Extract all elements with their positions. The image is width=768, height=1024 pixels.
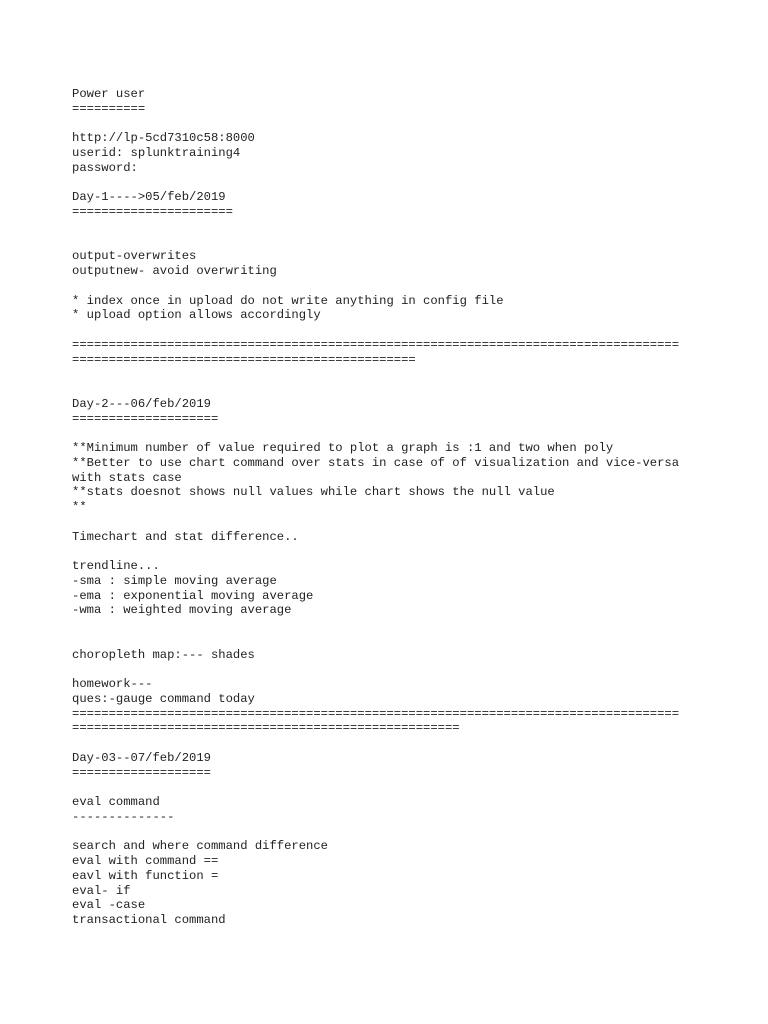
note-line: -sma : simple moving average (72, 573, 277, 588)
note-line: eavl with function = (72, 868, 219, 883)
note-line: search and where command difference (72, 839, 328, 854)
section-divider: =============================================== (72, 352, 416, 367)
note-line: eval- if (72, 883, 131, 898)
document-body (72, 87, 712, 928)
blank-line (72, 662, 712, 677)
server-url: http://lp-5cd7310c58:8000 (72, 131, 255, 146)
day3-underline: =================== (72, 765, 211, 780)
note-line: eval -case (72, 898, 146, 913)
blank-line (72, 426, 712, 441)
blank-line (72, 515, 712, 530)
blank-line (72, 279, 712, 294)
day3-heading: Day-03--07/feb/2019 (72, 750, 211, 765)
section-divider: =================================================================================== (72, 337, 680, 352)
note-line: homework--- (72, 677, 153, 691)
note-line: **Minimum number of value required to plot a graph is :1 and two when poly (72, 441, 614, 455)
note-line: eval command (72, 795, 160, 809)
note-line: choropleth map:--- shades (72, 647, 255, 662)
note-line: **Better to use chart command over stats in case of of visualization and vice-versa (72, 455, 680, 470)
day1-underline: ====================== (72, 205, 233, 219)
blank-line (72, 117, 712, 132)
note-line: ** (72, 500, 87, 514)
blank-line (72, 780, 712, 795)
blank-line (72, 367, 712, 382)
note-line: eval with command == (72, 854, 219, 868)
section-divider: ===================================================== (72, 721, 460, 736)
note-line: outputnew- avoid overwriting (72, 264, 277, 278)
blank-line (72, 544, 712, 559)
day2-heading: Day-2---06/feb/2019 (72, 396, 211, 411)
note-line: trendline... (72, 559, 160, 573)
section-divider: =================================================================================== (72, 706, 680, 721)
blank-line (72, 323, 712, 338)
blank-line (72, 618, 712, 633)
bullet-line: * index once in upload do not write anything in config file (72, 293, 504, 308)
day2-underline: ==================== (72, 411, 219, 426)
blank-line (72, 736, 712, 751)
blank-line (72, 382, 712, 397)
day1-heading: Day-1---->05/feb/2019 (72, 190, 226, 205)
subheading-underline: -------------- (72, 809, 175, 824)
blank-line (72, 220, 712, 235)
note-line: -wma : weighted moving average (72, 603, 292, 618)
blank-line (72, 633, 712, 648)
note-line: output-overwrites (72, 249, 197, 264)
userid-line: userid: splunktraining4 (72, 146, 241, 160)
note-line: with stats case (72, 470, 182, 485)
blank-line (72, 176, 712, 191)
blank-line (72, 825, 712, 840)
note-line: **stats doesnot shows null values while chart shows the null value (72, 485, 555, 500)
password-line: password: (72, 160, 138, 175)
doc-title: Power user (72, 87, 146, 101)
bullet-line: * upload option allows accordingly (72, 308, 321, 323)
blank-line (72, 235, 712, 250)
title-underline: ========== (72, 101, 146, 116)
note-line: Timechart and stat difference.. (72, 529, 299, 544)
note-line: transactional command (72, 913, 226, 927)
note-line: ques:-gauge command today (72, 691, 255, 706)
note-line: -ema : exponential moving average (72, 588, 314, 603)
